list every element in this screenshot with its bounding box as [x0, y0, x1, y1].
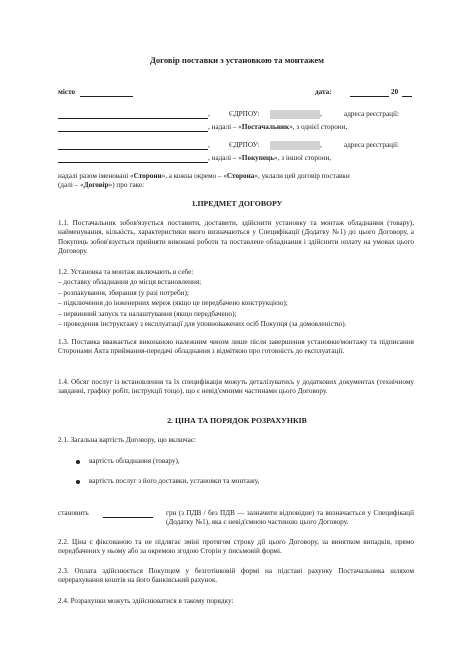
supplier-address-field[interactable] — [58, 131, 208, 132]
bullet-item: вартість послуг з його доставки, установки та монтажу, — [89, 477, 260, 485]
amount-field[interactable] — [103, 517, 153, 518]
city-label: місто — [58, 88, 76, 96]
bullet-item: вартість обладнання (товару), — [89, 457, 180, 465]
clause-1-4: 1.4. Обсяг послуг із встановлення та їх специфікація можуть деталізуватись у додаткових документах (технічному завданні, графіку робіт, інструкції тощо), що є невід'ємними частинами цього Договору. — [58, 378, 414, 396]
supplier-role: Постачальник — [241, 123, 290, 131]
supplier-edrpou-redacted — [270, 110, 320, 119]
supplier-name-field[interactable] — [58, 118, 208, 119]
supplier-edrpou-label: ЄДРПОУ: — [229, 110, 260, 118]
buyer-address-label: адреса реєстрації: — [344, 141, 399, 149]
clause-1-2-intro: 1.2. Установка та монтаж включають в себе: — [58, 268, 194, 276]
clause-2-1-amount-label: становить — [58, 509, 89, 517]
parties-joint-line2: (далі – «Договір») про таке: — [58, 181, 145, 189]
clause-2-1-amount-text: грн (з ПДВ / без ПДВ — зазначити відповідне) та визначається у Специфікації (Додатку №1), яка є невід'ємною частиною цього Договору. — [166, 509, 414, 527]
clause-2-2: 2.2. Ціна є фіксованою та не підлягає зміні протягом строку дії цього Договору, за винятком випадків, прямо передбачених у ньому або за окремою згодою Сторін у письмовій формі. — [58, 538, 414, 556]
section2-heading: 2. ЦІНА ТА ПОРЯДОК РОЗРАХУНКІВ — [167, 416, 307, 425]
buyer-address-field[interactable] — [58, 162, 208, 163]
clause-1-2-item: – розпакування, збирання (у разі потреби); — [58, 289, 189, 297]
section1-heading: 1.ПРЕДМЕТ ДОГОВОРУ — [191, 199, 283, 208]
clause-1-2-item: – доставку обладнання до місця встановлення; — [58, 278, 202, 286]
clause-1-1: 1.1. Постачальник зобов'язується поставити, доставити, здійснити установку та монтаж обладнання (товару), найменування, кількість, характеристики якого визначаються у Специфікації (Додатку №1) до цього Договору, а Покупець зобов'язується прийняти виконані роботи та поставлене обладнання і здійснити оплату на умовах цього Договору. — [58, 219, 414, 255]
clause-2-3: 2.3. Оплата здійснюється Покупцем у безготівковій формі на підставі рахунку Постачальника шляхом перерахування коштів на його банківський рахунок. — [58, 567, 414, 585]
buyer-role: Покупець — [241, 154, 274, 162]
supplier-address-label: адреса реєстрації: — [344, 110, 399, 118]
buyer-edrpou-redacted — [270, 141, 320, 150]
clause-1-3: 1.3. Поставка вважається виконаною належним чином лише після завершення установки/монтажу та підписання Сторонами Акта приймання-передачі обладнання з відміткою про готовність до експлуатації. — [58, 338, 414, 356]
bullet-icon — [76, 480, 80, 484]
date-label: дата: — [315, 88, 332, 96]
date-year: 20 — [391, 88, 399, 96]
clause-1-2-item: – первинний запуск та налаштування (якщо передбачено); — [58, 310, 237, 318]
parties-joint-line1: надалі разом іменовані «Сторони», а кожна окремо – «Сторона», уклали цей договір поставки — [58, 172, 350, 180]
year-field[interactable] — [402, 96, 412, 97]
clause-2-4: 2.4. Розрахунки можуть здійснюватися в такому порядку: — [58, 597, 234, 605]
buyer-name-field[interactable] — [58, 149, 208, 150]
date-field[interactable] — [350, 96, 389, 97]
document-title: Договір поставки з установкою та монтажем — [149, 55, 325, 65]
city-field[interactable] — [80, 96, 133, 97]
buyer-edrpou-label: ЄДРПОУ: — [229, 141, 260, 149]
clause-2-1-intro: 2.1. Загальна вартість Договору, що включає: — [58, 436, 196, 444]
clause-1-2-item: – проведення інструктажу з експлуатації для уповноважених осіб Покупця (за домовленістю). — [58, 320, 347, 328]
bullet-icon — [76, 460, 80, 464]
clause-1-2-item: – підключення до інженерних мереж (якщо це передбачено конструкцією); — [58, 299, 288, 307]
